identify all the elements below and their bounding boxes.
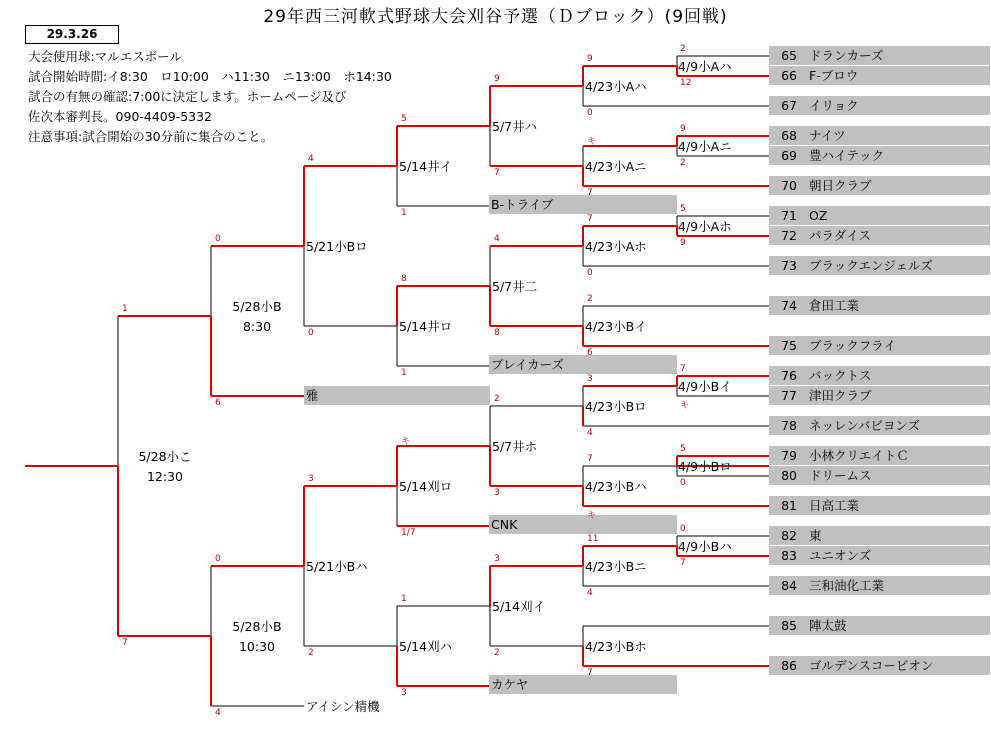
team-number: 71 <box>781 208 797 223</box>
team-name: バックトス <box>809 368 872 383</box>
team-entry <box>769 546 990 565</box>
team-number: 69 <box>781 148 797 163</box>
team-name: ゴルデンスコービオン <box>809 658 934 673</box>
score-label: 2 <box>494 648 500 658</box>
info-ball: 大会使用球:マルエスボール <box>28 49 182 64</box>
score-label: 1 <box>122 304 128 314</box>
team-entry <box>769 576 990 595</box>
team-entry <box>769 146 990 165</box>
score-label: キ <box>587 137 597 147</box>
team-number: 83 <box>781 548 797 563</box>
team-name: 陣太鼓 <box>809 618 847 633</box>
score-label: キ <box>401 437 411 447</box>
team-name: 豊ハイテック <box>809 148 885 163</box>
game-label: 4/23小Bイ <box>585 319 647 334</box>
team-name: イリョク <box>809 98 859 113</box>
team-name: ユニオンズ <box>809 548 872 563</box>
game-label: 5/21小Bロ <box>306 239 368 254</box>
team-entry <box>769 46 990 65</box>
final-game-label: 5/28小こ <box>138 449 192 464</box>
score-label: キ <box>680 401 690 411</box>
team-number: 86 <box>781 658 797 673</box>
score-label: 0 <box>215 234 221 244</box>
game-label: 5/14刈イ <box>492 599 546 614</box>
score-label: 2 <box>308 648 314 658</box>
score-label: 9 <box>587 54 593 64</box>
score-label: 4 <box>215 708 221 718</box>
team-name: 東 <box>809 528 822 543</box>
game-label: 4/9小Aホ <box>678 219 732 234</box>
game-label: 5/7井ホ <box>492 439 538 454</box>
game-label: 4/9小Bイ <box>678 379 732 394</box>
game-label: 4/23小Aホ <box>585 239 647 254</box>
team-number: 76 <box>781 368 797 383</box>
game-label: 4/9小Aニ <box>678 139 732 154</box>
team-entry <box>769 416 990 435</box>
score-label: キ <box>587 511 597 521</box>
score-label: 7 <box>680 364 686 374</box>
team-name: 三和油化工業 <box>809 578 885 593</box>
team-entry <box>769 96 990 115</box>
page-title: 29年西三河軟式野球大会刈谷予選（Ｄブロック）(9回戦) <box>263 7 728 27</box>
score-label: 3 <box>494 488 500 498</box>
game-label: 4/9小Aハ <box>678 59 732 74</box>
score-label: 0 <box>587 108 593 118</box>
bye-team: B-トライブ <box>489 195 677 214</box>
score-label: 0 <box>680 524 686 534</box>
score-label: 3 <box>587 374 593 384</box>
team-entry <box>769 656 990 675</box>
bye-team: アイシン精機 <box>306 699 380 714</box>
game-label: 5/14刈ロ <box>399 479 453 494</box>
date-box: 29.3.26 <box>25 25 119 44</box>
team-number: 68 <box>781 128 797 143</box>
info-start-times: 試合開始時間:イ8:30 ロ10:00 ハ11:30 ニ13:00 ホ14:30 <box>28 69 392 84</box>
team-entry <box>769 66 990 85</box>
team-number: 78 <box>781 418 797 433</box>
score-label: 3 <box>494 554 500 564</box>
team-number: 74 <box>781 298 797 313</box>
score-label: 3 <box>401 688 407 698</box>
team-name: F-ブロウ <box>809 68 859 83</box>
game-label: 4/23小Aニ <box>585 159 647 174</box>
score-label: 7 <box>494 168 500 178</box>
score-label: 6 <box>215 398 221 408</box>
score-label: 7 <box>587 454 593 464</box>
score-label: 7 <box>680 558 686 568</box>
score-label: 2 <box>494 394 500 404</box>
team-name: 倉田工業 <box>809 298 860 313</box>
score-label: 5 <box>680 444 686 454</box>
score-label: 0 <box>215 554 221 564</box>
team-entry <box>769 496 990 515</box>
game-label: 4/9小Bロ <box>678 459 732 474</box>
game-label: 5/14刈ハ <box>399 639 453 654</box>
team-entry <box>769 386 990 405</box>
team-name: ネッレンバビヨンズ <box>809 418 920 433</box>
game-time: 10:30 <box>238 639 276 654</box>
team-number: 67 <box>781 98 797 113</box>
team-name: ドリームス <box>809 468 872 483</box>
score-label: 11 <box>587 534 599 544</box>
team-name: OZ <box>809 208 828 223</box>
team-number: 82 <box>781 528 797 543</box>
score-label: 7 <box>587 668 593 678</box>
bye-team: ブレイカーズ <box>489 355 677 374</box>
score-label: 2 <box>680 158 686 168</box>
team-number: 80 <box>781 468 797 483</box>
team-number: 66 <box>781 68 797 83</box>
score-label: 1/7 <box>401 528 416 538</box>
score-label: 7 <box>587 214 593 224</box>
team-number: 65 <box>781 48 797 63</box>
bye-team: カケヤ <box>489 675 677 694</box>
game-label: 4/23小Bロ <box>585 399 647 414</box>
team-entry <box>769 256 990 275</box>
team-name: 津田クラブ <box>809 388 872 403</box>
bye-team: 雅 <box>304 386 490 405</box>
team-name: ナイツ <box>809 128 846 143</box>
game-time: 8:30 <box>242 319 272 334</box>
game-label: 5/28小B <box>232 619 282 634</box>
score-label: 4 <box>308 154 314 164</box>
score-label: 1 <box>401 368 407 378</box>
game-label: 4/23小Bハ <box>585 479 647 494</box>
game-label: 5/7井二 <box>492 279 538 294</box>
score-label: 2 <box>680 44 686 54</box>
info-umpire: 佐次本審判長。090-4409-5332 <box>28 109 213 124</box>
score-label: 9 <box>494 74 500 84</box>
team-number: 79 <box>781 448 797 463</box>
score-label: 4 <box>587 428 593 438</box>
team-entry <box>769 336 990 355</box>
score-label: 7 <box>122 638 128 648</box>
info-confirm: 試合の有無の確認:7:00に決定します。ホームページ及び <box>28 89 347 104</box>
score-label: 0 <box>308 328 314 338</box>
team-name: 朝日クラブ <box>809 178 872 193</box>
score-label: 0 <box>680 478 686 488</box>
score-label: 3 <box>308 474 314 484</box>
score-label: 7 <box>587 188 593 198</box>
score-label: 4 <box>494 234 500 244</box>
score-label: 5 <box>680 204 686 214</box>
team-entry <box>769 206 990 225</box>
team-entry <box>769 466 990 485</box>
team-entry <box>769 226 990 245</box>
score-label: 12 <box>680 78 692 88</box>
game-label: 4/23小Bホ <box>585 639 647 654</box>
game-label: 5/28小B <box>232 299 282 314</box>
team-name: 日高工業 <box>809 498 860 513</box>
score-label: 5 <box>401 114 407 124</box>
game-label: 4/9小Bハ <box>678 539 732 554</box>
game-label: 5/7井ハ <box>492 119 538 134</box>
team-name: ブラックエンジェルズ <box>809 258 933 273</box>
team-number: 81 <box>781 498 797 513</box>
team-entry <box>769 126 990 145</box>
team-number: 85 <box>781 618 797 633</box>
game-label: 5/21小Bハ <box>306 559 368 574</box>
team-name: ブラックフライ <box>809 338 896 353</box>
team-entry <box>769 616 990 635</box>
team-number: 75 <box>781 338 797 353</box>
team-entry <box>769 526 990 545</box>
team-entry <box>769 176 990 195</box>
score-label: 1 <box>401 208 407 218</box>
score-label: 0 <box>587 268 593 278</box>
team-name: 小林クリエイトＣ <box>809 448 909 463</box>
game-label: 5/14井イ <box>399 159 453 174</box>
info-notes: 注意事項:試合開始の30分前に集合のこと。 <box>28 129 274 144</box>
team-entry <box>769 296 990 315</box>
team-number: 70 <box>781 178 797 193</box>
game-label: 4/23小Bニ <box>585 559 647 574</box>
final-game-time: 12:30 <box>146 469 184 484</box>
team-number: 84 <box>781 578 797 593</box>
score-label: 8 <box>401 274 407 284</box>
team-name: ドランカーズ <box>809 48 884 63</box>
score-label: 4 <box>587 588 593 598</box>
team-number: 77 <box>781 388 797 403</box>
score-label: 9 <box>680 238 686 248</box>
score-label: 6 <box>587 348 593 358</box>
team-number: 73 <box>781 258 797 273</box>
team-entry <box>769 366 990 385</box>
game-label: 4/23小Aハ <box>585 79 647 94</box>
team-entry <box>769 446 990 465</box>
team-name: パラダイス <box>809 228 872 243</box>
score-label: 9 <box>680 124 686 134</box>
score-label: 8 <box>494 328 500 338</box>
bye-team: CNK <box>489 515 677 534</box>
score-label: 1 <box>401 594 407 604</box>
team-number: 72 <box>781 228 797 243</box>
game-label: 5/14井ロ <box>399 319 453 334</box>
score-label: 2 <box>587 294 593 304</box>
